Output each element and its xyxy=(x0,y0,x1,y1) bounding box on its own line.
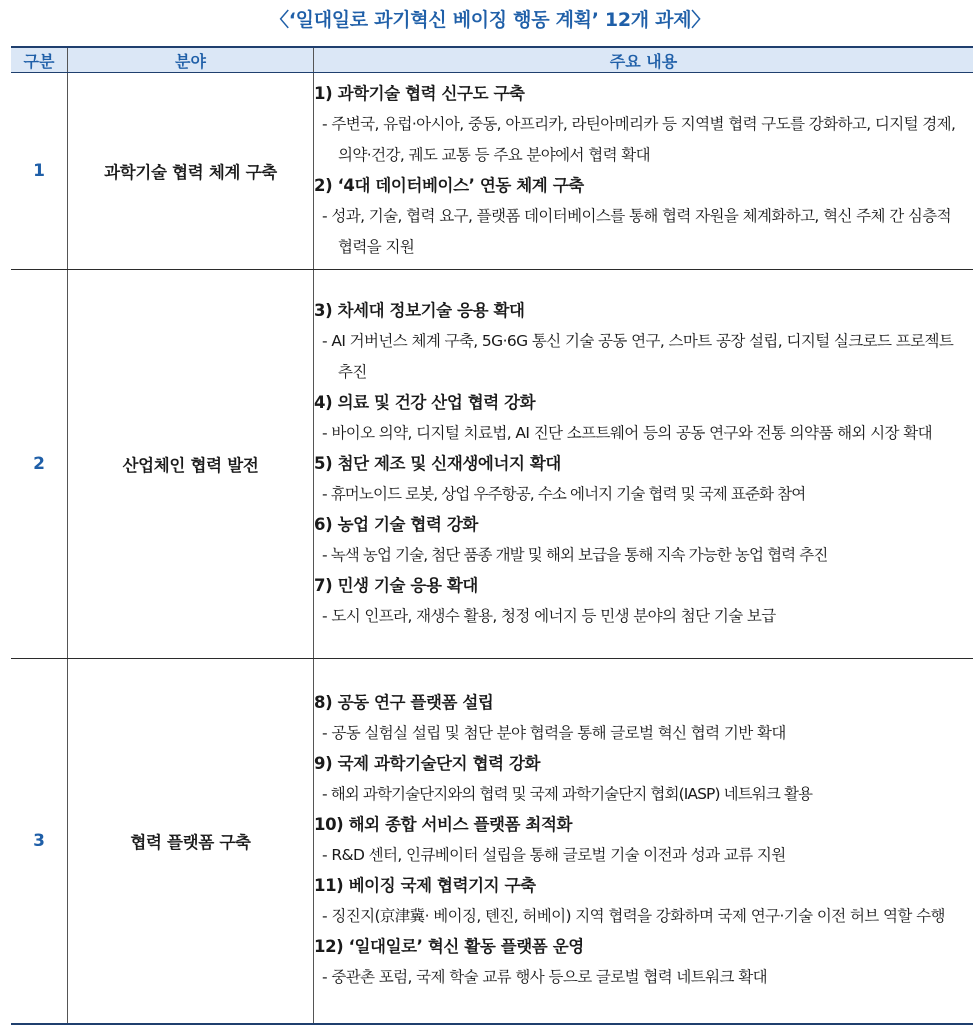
table-title: 〈‘일대일로 과기혁신 베이징 행동 계획’ 12개 과제〉 xyxy=(270,9,710,31)
item-title: 4) 의료 및 건강 산업 협력 강화 xyxy=(314,393,536,412)
group-field: 과학기술 협력 체계 구축 xyxy=(68,73,314,270)
item-title: 2) ‘4대 데이터베이스’ 연동 체계 구축 xyxy=(314,176,584,195)
item-desc: - 주변국, 유럽·아시아, 중동, 아프리카, 라틴아메리카 등 지역별 협력 구도를 강화하고, 디지털 경제, 의약·건강, 궤도 교통 등 주요 분야에서 협력 확대 xyxy=(322,115,956,164)
item-title: 9) 국제 과학기술단지 협력 강화 xyxy=(314,754,541,774)
item-title: 6) 농업 기술 협력 강화 xyxy=(314,515,478,534)
table-row xyxy=(11,270,973,659)
item-desc: - AI 거버넌스 체계 구축, 5G·6G 통신 기술 공동 연구, 스마트 공장 설립, 디지털 실크로드 프로젝트 추진 xyxy=(322,332,954,381)
item-desc: - 공동 실험실 설립 및 첨단 분야 협력을 통해 글로벌 혁신 협력 기반 확대 xyxy=(322,724,786,743)
group-content xyxy=(314,73,974,270)
item-title: 1) 과학기술 협력 신구도 구축 xyxy=(314,84,525,103)
item-title: 12) ‘일대일로’ 혁신 활동 플랫폼 운영 xyxy=(314,937,584,957)
item-desc: - R&D 센터, 인큐베이터 설립을 통해 글로벌 기술 이전과 성과 교류 지원 xyxy=(322,846,786,865)
table-row xyxy=(11,659,973,1024)
item-title: 7) 민생 기술 응용 확대 xyxy=(314,576,478,595)
group-content xyxy=(314,659,974,1024)
item-desc: - 도시 인프라, 재생수 활용, 청정 에너지 등 민생 분야의 첨단 기술 보급 xyxy=(322,607,776,625)
item-desc: - 중관촌 포럼, 국제 학술 교류 행사 등으로 글로벌 협력 네트워크 확대 xyxy=(322,968,767,987)
item-desc: - 바이오 의약, 디지털 치료법, AI 진단 소프트웨어 등의 공동 연구와 전통 의약품 해외 시장 확대 xyxy=(322,424,932,442)
group-number: 3 xyxy=(11,659,68,1024)
item-desc: - 징진지(京津冀· 베이징, 톈진, 허베이) 지역 협력을 강화하며 국제 연구·기술 이전 허브 역할 수행 xyxy=(322,907,945,926)
header-field: 분야 xyxy=(68,47,314,73)
header-content: 주요 내용 xyxy=(314,47,974,73)
item-title: 8) 공동 연구 플랫폼 설립 xyxy=(314,693,494,713)
group-content xyxy=(314,270,974,659)
item-title: 3) 차세대 정보기술 응용 확대 xyxy=(314,301,525,320)
group-field: 협력 플랫폼 구축 xyxy=(68,659,314,1024)
item-desc: - 휴머노이드 로봇, 상업 우주항공, 수소 에너지 기술 협력 및 국제 표준화 참여 xyxy=(322,485,806,503)
header-category: 구분 xyxy=(11,47,68,73)
item-desc: - 녹색 농업 기술, 첨단 품종 개발 및 해외 보급을 통해 지속 가능한 농업 협력 추진 xyxy=(322,546,828,564)
group-number: 1 xyxy=(11,73,68,270)
table-row xyxy=(11,73,973,270)
item-title: 5) 첨단 제조 및 신재생에너지 확대 xyxy=(314,454,561,473)
item-title: 10) 해외 종합 서비스 플랫폼 최적화 xyxy=(314,815,573,835)
item-desc: - 성과, 기술, 협력 요구, 플랫폼 데이터베이스를 통해 협력 자원을 체계화하고, 혁신 주체 간 심층적 협력을 지원 xyxy=(322,207,952,256)
group-number: 2 xyxy=(11,270,68,659)
header-row xyxy=(11,47,973,73)
item-desc: - 해외 과학기술단지와의 협력 및 국제 과학기술단지 협회(IASP) 네트워크 활용 xyxy=(322,785,813,804)
item-title: 11) 베이징 국제 협력기지 구축 xyxy=(314,876,536,896)
tasks-table xyxy=(11,46,973,1025)
group-field: 산업체인 협력 발전 xyxy=(68,270,314,659)
